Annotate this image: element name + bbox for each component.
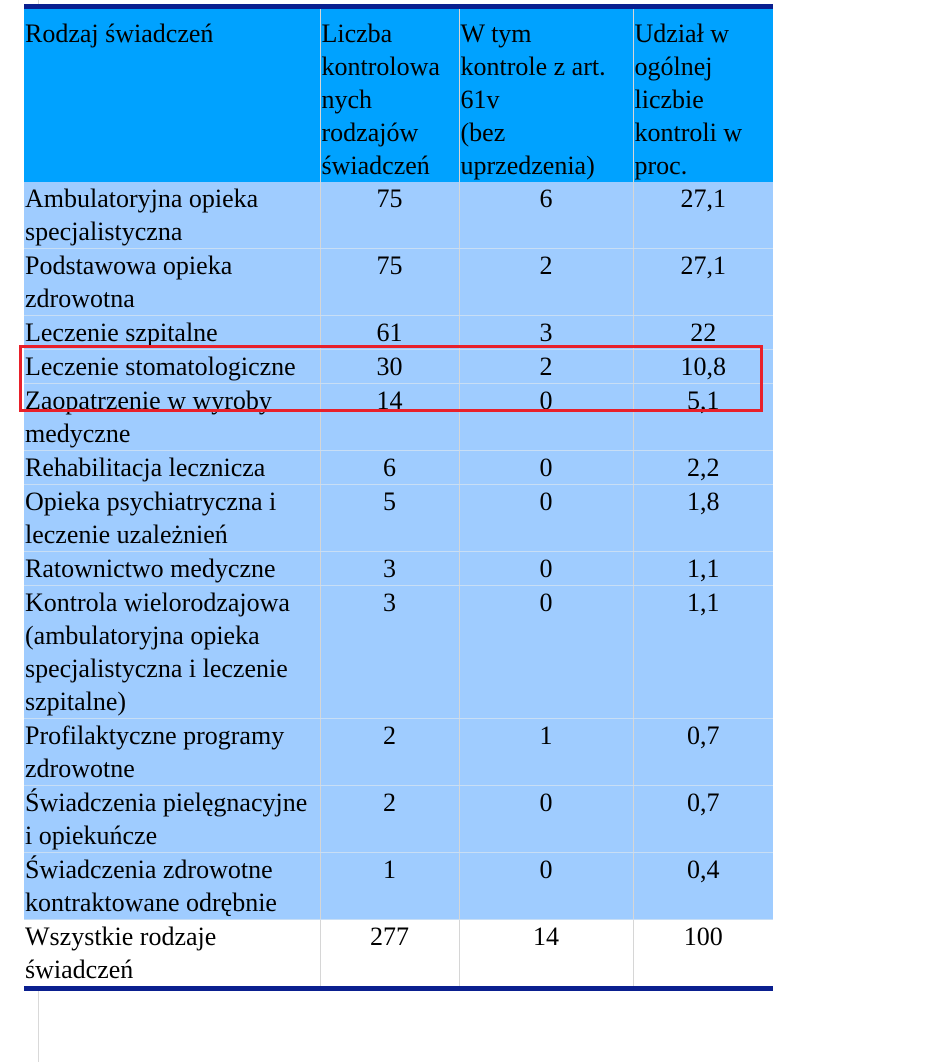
cell-art61v: 0 <box>459 853 633 920</box>
cell-type: Leczenie szpitalne <box>24 316 320 350</box>
cell-type: Podstawowa opieka zdrowotna <box>24 249 320 316</box>
statistics-table <box>24 9 773 986</box>
header-line: liczbie <box>634 85 704 114</box>
table-row <box>24 316 773 350</box>
cell-share: 27,1 <box>633 182 773 249</box>
cell-share: 1,8 <box>633 485 773 552</box>
cell-type: Świadczenia pielęgnacyjne i opiekuńcze <box>24 786 320 853</box>
cell-count: 2 <box>320 786 459 853</box>
cell-share: 2,2 <box>633 451 773 485</box>
table-row <box>24 384 773 451</box>
table-row <box>24 719 773 786</box>
header-line: W tym <box>460 19 532 48</box>
cell-type: Świadczenia zdrowotne kontraktowane odrębnie <box>24 853 320 920</box>
cell-share: 100 <box>633 920 773 987</box>
header-line: (bez <box>460 118 506 147</box>
cell-count: 61 <box>320 316 459 350</box>
cell-art61v: 2 <box>459 249 633 316</box>
header-line: kontroli w <box>634 118 743 147</box>
table-row-highlighted <box>24 350 773 384</box>
cell-count: 5 <box>320 485 459 552</box>
cell-art61v: 3 <box>459 316 633 350</box>
header-line: kontrolowa <box>321 52 440 81</box>
statistics-table-frame <box>24 4 773 991</box>
cell-share: 22 <box>633 316 773 350</box>
header-line: nych <box>321 85 373 114</box>
header-line: świadczeń <box>321 151 430 180</box>
header-line: ogólnej <box>634 52 713 81</box>
cell-count: 30 <box>320 350 459 384</box>
header-line: proc. <box>634 151 688 180</box>
cell-art61v: 0 <box>459 786 633 853</box>
cell-share: 10,8 <box>633 350 773 384</box>
header-rodzaj <box>24 9 320 182</box>
cell-count: 1 <box>320 853 459 920</box>
cell-art61v: 0 <box>459 485 633 552</box>
cell-type: Ambulatoryjna opieka specjalistyczna <box>24 182 320 249</box>
cell-type: Kontrola wielorodzajowa (ambulatoryjna opieka specjalistyczna i leczenie szpitalne) <box>24 586 320 719</box>
cell-art61v: 6 <box>459 182 633 249</box>
table-row <box>24 182 773 249</box>
cell-type: Ratownictwo medyczne <box>24 552 320 586</box>
header-udzial <box>633 9 773 182</box>
header-line: Liczba <box>321 19 393 48</box>
cell-art61v: 14 <box>459 920 633 987</box>
table-row <box>24 586 773 719</box>
table-row <box>24 853 773 920</box>
cell-type: Opieka psychiatryczna i leczenie uzależnień <box>24 485 320 552</box>
cell-art61v: 0 <box>459 451 633 485</box>
table-row <box>24 552 773 586</box>
cell-art61v: 0 <box>459 586 633 719</box>
cell-share: 0,7 <box>633 786 773 853</box>
header-line: 61v <box>460 85 500 114</box>
cell-share: 1,1 <box>633 552 773 586</box>
table-row <box>24 786 773 853</box>
cell-share: 0,4 <box>633 853 773 920</box>
cell-type: Rehabilitacja lecznicza <box>24 451 320 485</box>
cell-count: 75 <box>320 249 459 316</box>
cell-art61v: 0 <box>459 384 633 451</box>
header-line: kontrole z art. <box>460 52 606 81</box>
cell-type: Leczenie stomatologiczne <box>24 350 320 384</box>
header-line: rodzajów <box>321 118 419 147</box>
cell-count: 2 <box>320 719 459 786</box>
cell-count: 277 <box>320 920 459 987</box>
cell-art61v: 0 <box>459 552 633 586</box>
table-row <box>24 249 773 316</box>
cell-art61v: 2 <box>459 350 633 384</box>
cell-art61v: 1 <box>459 719 633 786</box>
cell-type: Profilaktyczne programy zdrowotne <box>24 719 320 786</box>
header-liczba <box>320 9 459 182</box>
table-row <box>24 451 773 485</box>
cell-count: 75 <box>320 182 459 249</box>
cell-count: 14 <box>320 384 459 451</box>
cell-type: Zaopatrzenie w wyroby medyczne <box>24 384 320 451</box>
table-row <box>24 485 773 552</box>
cell-count: 3 <box>320 586 459 719</box>
cell-type: Wszystkie rodzaje świadczeń <box>24 920 320 987</box>
table-total-row <box>24 920 773 987</box>
cell-share: 27,1 <box>633 249 773 316</box>
cell-count: 6 <box>320 451 459 485</box>
cell-share: 5,1 <box>633 384 773 451</box>
cell-count: 3 <box>320 552 459 586</box>
header-line: uprzedzenia) <box>460 151 595 180</box>
cell-share: 0,7 <box>633 719 773 786</box>
header-line: Udział w <box>634 19 730 48</box>
table-header-row <box>24 9 773 182</box>
cell-share: 1,1 <box>633 586 773 719</box>
header-line: Rodzaj świadczeń <box>25 19 214 48</box>
header-art61v <box>459 9 633 182</box>
